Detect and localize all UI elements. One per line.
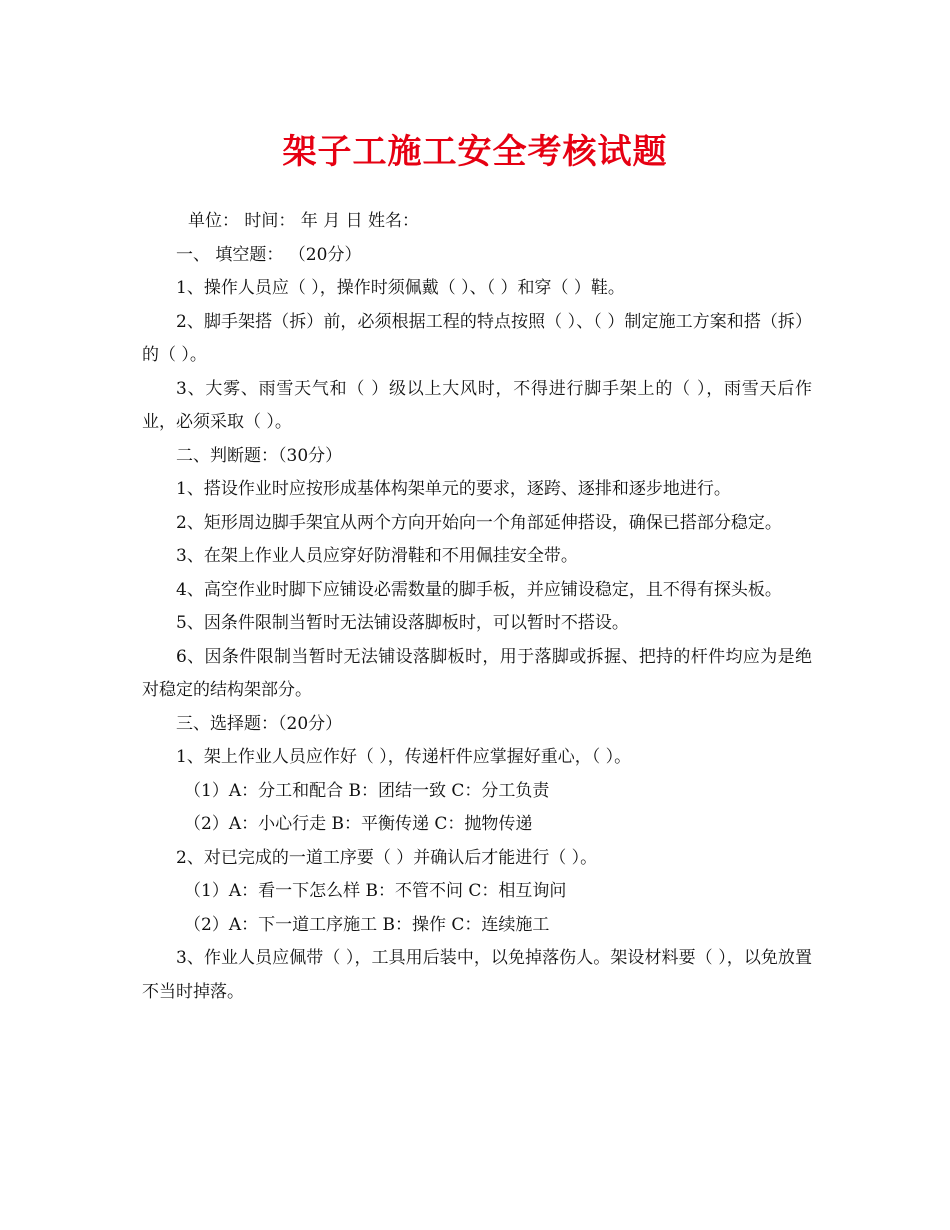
answer-options: （1）A：分工和配合 B：团结一致 C：分工负责 bbox=[184, 780, 550, 801]
answer-options: （2）A：下一道工序施工 B：操作 C：连续施工 bbox=[184, 914, 550, 935]
question-text: 3、在架上作业人员应穿好防滑鞋和不用佩挂安全带。 bbox=[176, 546, 578, 566]
question-text: 2、对已完成的一道工序要（ ）并确认后才能进行（ ）。 bbox=[176, 847, 598, 868]
section-heading-true-false: 二、判断题：（30分） bbox=[176, 445, 343, 466]
question-text: 2、脚手架搭（拆）前，必须根据工程的特点按照（ ）、（ ）制定施工方案和搭（拆）的（ ）。 bbox=[142, 311, 812, 365]
answer-options: （1）A：看一下怎么样 B：不管不问 C：相互询问 bbox=[184, 881, 567, 901]
document-body bbox=[142, 205, 812, 1009]
question-text: 1、架上作业人员应作好（ ），传递杆件应掌握好重心，（ ）。 bbox=[176, 747, 632, 767]
question-text: 6、因条件限制当暂时无法铺设落脚板时，用于落脚或拆握、把持的杆件均应为是绝对稳定的结构架部分。 bbox=[142, 646, 812, 700]
answer-options: （2）A：小心行走 B：平衡传递 C：抛物传递 bbox=[184, 814, 533, 834]
question-text: 3、作业人员应佩带（ ），工具用后装中，以免掉落伤人。架设材料要（ ），以免放置不当时掉落。 bbox=[142, 948, 812, 1002]
question-text: 5、因条件限制当暂时无法铺设落脚板时，可以暂时不搭设。 bbox=[176, 613, 629, 633]
question-text: 2、矩形周边脚手架宜从两个方向开始向一个角部延伸搭设，确保已搭部分稳定。 bbox=[176, 512, 782, 533]
exam-header-fields: 单位： 时间： 年 月 日 姓名： bbox=[188, 211, 420, 231]
question-text: 3、大雾、雨雪天气和（ ）级以上大风时，不得进行脚手架上的（ ），雨雪天后作业，必须采取（ ）。 bbox=[142, 378, 812, 432]
document-title: 架子工施工安全考核试题 bbox=[282, 132, 668, 172]
question-text: 1、搭设作业时应按形成基体构架单元的要求，逐跨、逐排和逐步地进行。 bbox=[176, 479, 731, 499]
section-heading-multiple-choice: 三、选择题：（20分） bbox=[176, 713, 343, 734]
question-text: 1、操作人员应（ ），操作时须佩戴（ ）、（ ）和穿（ ）鞋。 bbox=[176, 278, 625, 298]
question-text: 4、高空作业时脚下应铺设必需数量的脚手板，并应铺设稳定，且不得有探头板。 bbox=[176, 579, 782, 600]
section-heading-fill-blank: 一、 填空题： （20分） bbox=[176, 244, 362, 265]
